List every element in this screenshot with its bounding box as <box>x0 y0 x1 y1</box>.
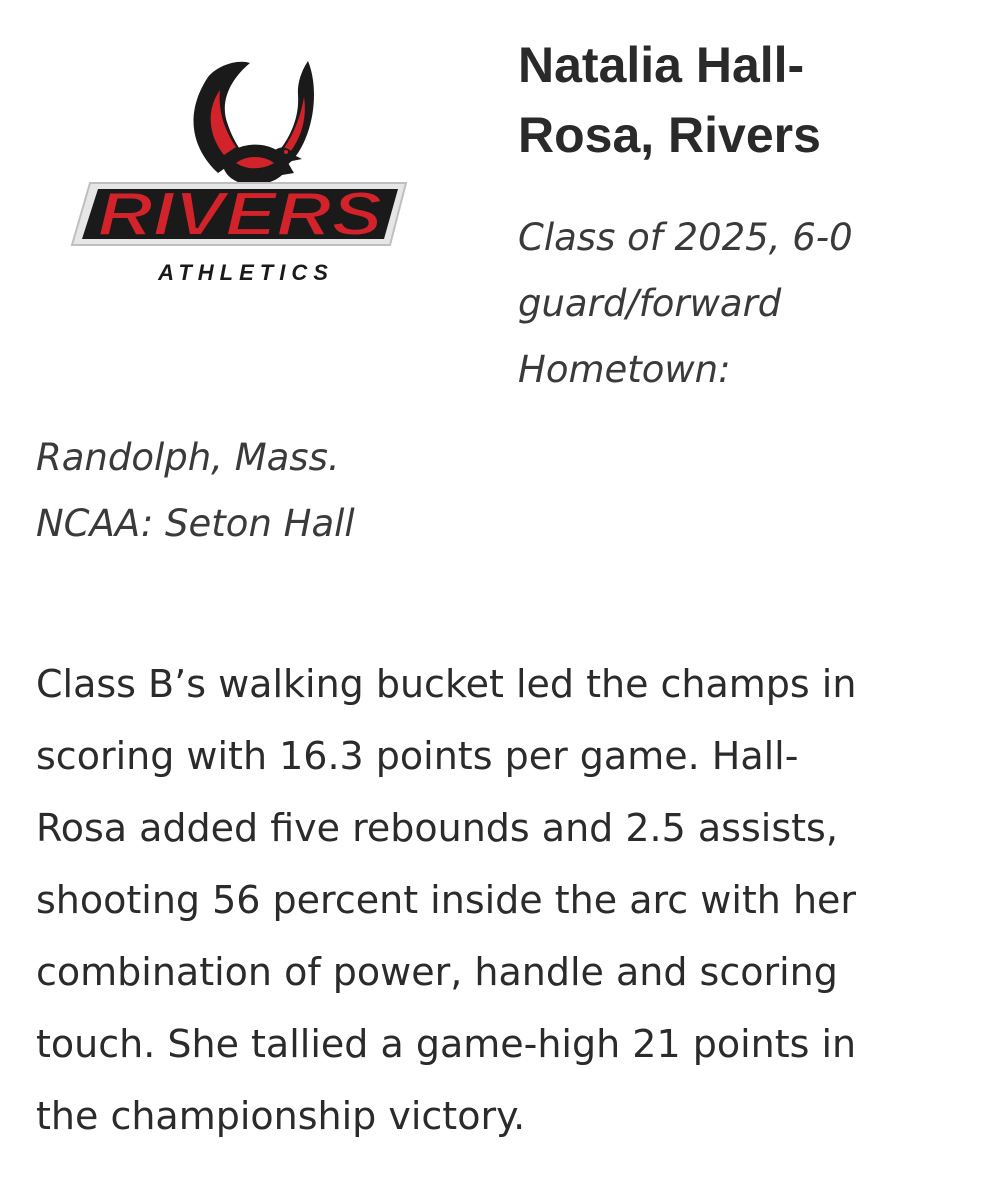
logo-graphic <box>68 55 413 295</box>
logo-wordmark: RIVERS <box>97 180 383 249</box>
player-name <box>518 30 958 170</box>
player-bio <box>36 648 976 1152</box>
bio-line: shooting 56 percent inside the arc with her <box>36 878 857 922</box>
bio-line: Rosa added five rebounds and 2.5 assists, <box>36 806 838 850</box>
bio-line: combination of power, handle and scoring <box>36 950 838 994</box>
player-name-line-1: Natalia Hall- <box>518 37 805 93</box>
rivers-athletics-logo <box>68 55 413 295</box>
bio-line: touch. She tallied a game-high 21 points in <box>36 1022 857 1066</box>
ncaa-commitment: NCAA: Seton Hall <box>36 502 355 545</box>
bio-line: Class B’s walking bucket led the champs in <box>36 662 857 706</box>
hometown-value: Randolph, Mass. <box>36 436 340 479</box>
player-name-line-2: Rosa, Rivers <box>518 107 821 163</box>
player-details <box>518 205 958 403</box>
logo-subtitle: ATHLETICS <box>158 260 334 285</box>
player-details-continued <box>36 425 636 557</box>
hawk-icon <box>194 61 314 197</box>
position: guard/forward <box>518 282 782 325</box>
hometown-label: Hometown: <box>518 348 731 391</box>
bio-line: the championship victory. <box>36 1094 526 1138</box>
bio-line: scoring with 16.3 points per game. Hall- <box>36 734 799 778</box>
class-year: Class of 2025, 6-0 <box>518 216 853 259</box>
